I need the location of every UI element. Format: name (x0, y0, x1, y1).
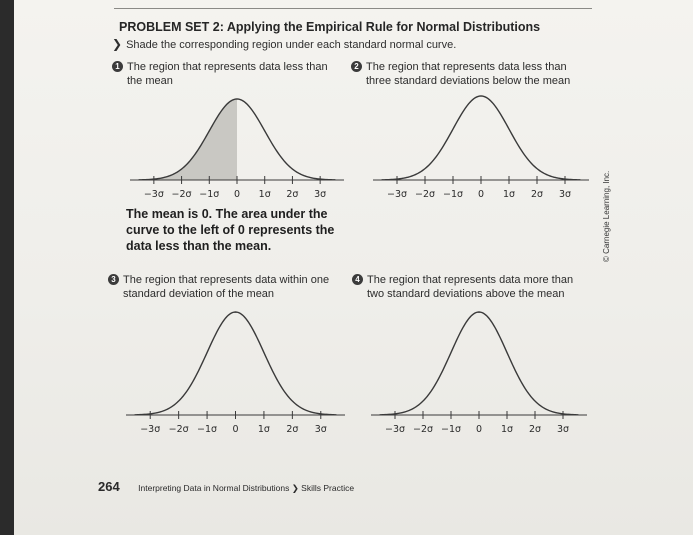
axis-tick-label: 3σ (556, 424, 570, 435)
graph-problem-4 (363, 306, 595, 445)
axis-tick-label: 1σ (258, 189, 271, 200)
axis-tick-label: 1σ (257, 424, 270, 435)
axis-tick-label: −1σ (197, 424, 218, 435)
problem-4-line1: The region that represents data more than (367, 274, 574, 286)
copyright-notice: © Carnegie Learning, Inc. (602, 170, 611, 262)
problem-number-badge: 4 (352, 274, 363, 285)
axis-tick-label: 1σ (502, 189, 516, 200)
top-rule (114, 8, 592, 9)
normal-curve-graph (122, 93, 352, 205)
worksheet-page (14, 0, 693, 535)
axis-tick-label: 0 (233, 189, 241, 200)
axis-tick-label: 2σ (286, 189, 299, 200)
problem-set-title: PROBLEM SET 2: Applying the Empirical Rule for Normal Distributions (119, 20, 541, 34)
axis-tick-label: −3σ (143, 189, 164, 200)
axis-tick-label: −2σ (414, 189, 436, 200)
axis-tick-label: −3σ (384, 424, 406, 435)
answer-line: data less than the mean. (126, 239, 272, 253)
axis-tick-label: 3σ (314, 189, 327, 200)
bleed-through-text (354, 200, 584, 211)
graph-problem-2 (365, 90, 597, 210)
axis-tick-label: 3σ (558, 189, 572, 200)
problem-3 (108, 273, 329, 301)
page-number: 264 (98, 479, 120, 494)
problem-number-badge: 3 (108, 274, 119, 285)
problem-1 (112, 60, 328, 88)
problem-2-line2: three standard deviations below the mean (366, 75, 571, 87)
page-footer (98, 478, 354, 496)
axis-tick-label: −1σ (440, 424, 462, 435)
axis-tick-label: −2σ (171, 189, 192, 200)
axis-tick-label: 2σ (286, 424, 299, 435)
axis-tick-label: −1σ (442, 189, 464, 200)
axis-tick-label: 3σ (314, 424, 327, 435)
axis-tick-label: 2σ (530, 189, 544, 200)
problem-1-line1: The region that represents data less than (127, 61, 328, 73)
axis-tick-label: −3σ (386, 189, 408, 200)
axis-tick-label: 1σ (500, 424, 514, 435)
axis-tick-label: 2σ (528, 424, 542, 435)
normal-curve-graph (118, 306, 353, 440)
problem-4 (352, 273, 573, 301)
instruction (112, 37, 456, 51)
axis-tick-label: 0 (477, 189, 485, 200)
axis-tick-label: −2σ (168, 424, 189, 435)
graph-problem-1 (122, 93, 352, 210)
answer-line: curve to the left of 0 represents the (126, 223, 335, 237)
axis-tick-label: −1σ (199, 189, 220, 200)
problem-number-badge: 2 (351, 61, 362, 72)
problem-2 (351, 60, 570, 88)
answer-problem-1 (126, 206, 348, 254)
axis-tick-label: −3σ (140, 424, 161, 435)
problem-3-line2: standard deviation of the mean (123, 288, 275, 300)
footer-breadcrumb: Interpreting Data in Normal Distributions ❯ Skills Practice (138, 483, 355, 493)
problem-1-line2: the mean (127, 75, 173, 87)
chevron-right-icon: ❯ (112, 37, 123, 51)
problem-2-line1: The region that represents data less than (366, 61, 567, 73)
normal-curve (135, 312, 337, 415)
shaded-region (140, 99, 237, 180)
graph-problem-3 (118, 306, 353, 445)
axis-tick-label: 0 (232, 424, 239, 435)
normal-curve-graph (365, 90, 597, 205)
answer-line: The mean is 0. The area under the (126, 207, 328, 221)
problem-3-line1: The region that represents data within one (123, 274, 330, 286)
axis-tick-label: −2σ (412, 424, 434, 435)
axis-tick-label: 0 (475, 424, 483, 435)
normal-curve-graph (363, 306, 595, 440)
problem-4-line2: two standard deviations above the mean (367, 288, 565, 300)
instruction-text: Shade the corresponding region under each standard normal curve. (126, 39, 457, 51)
normal-curve (382, 96, 581, 180)
normal-curve (380, 312, 579, 415)
problem-number-badge: 1 (112, 61, 123, 72)
